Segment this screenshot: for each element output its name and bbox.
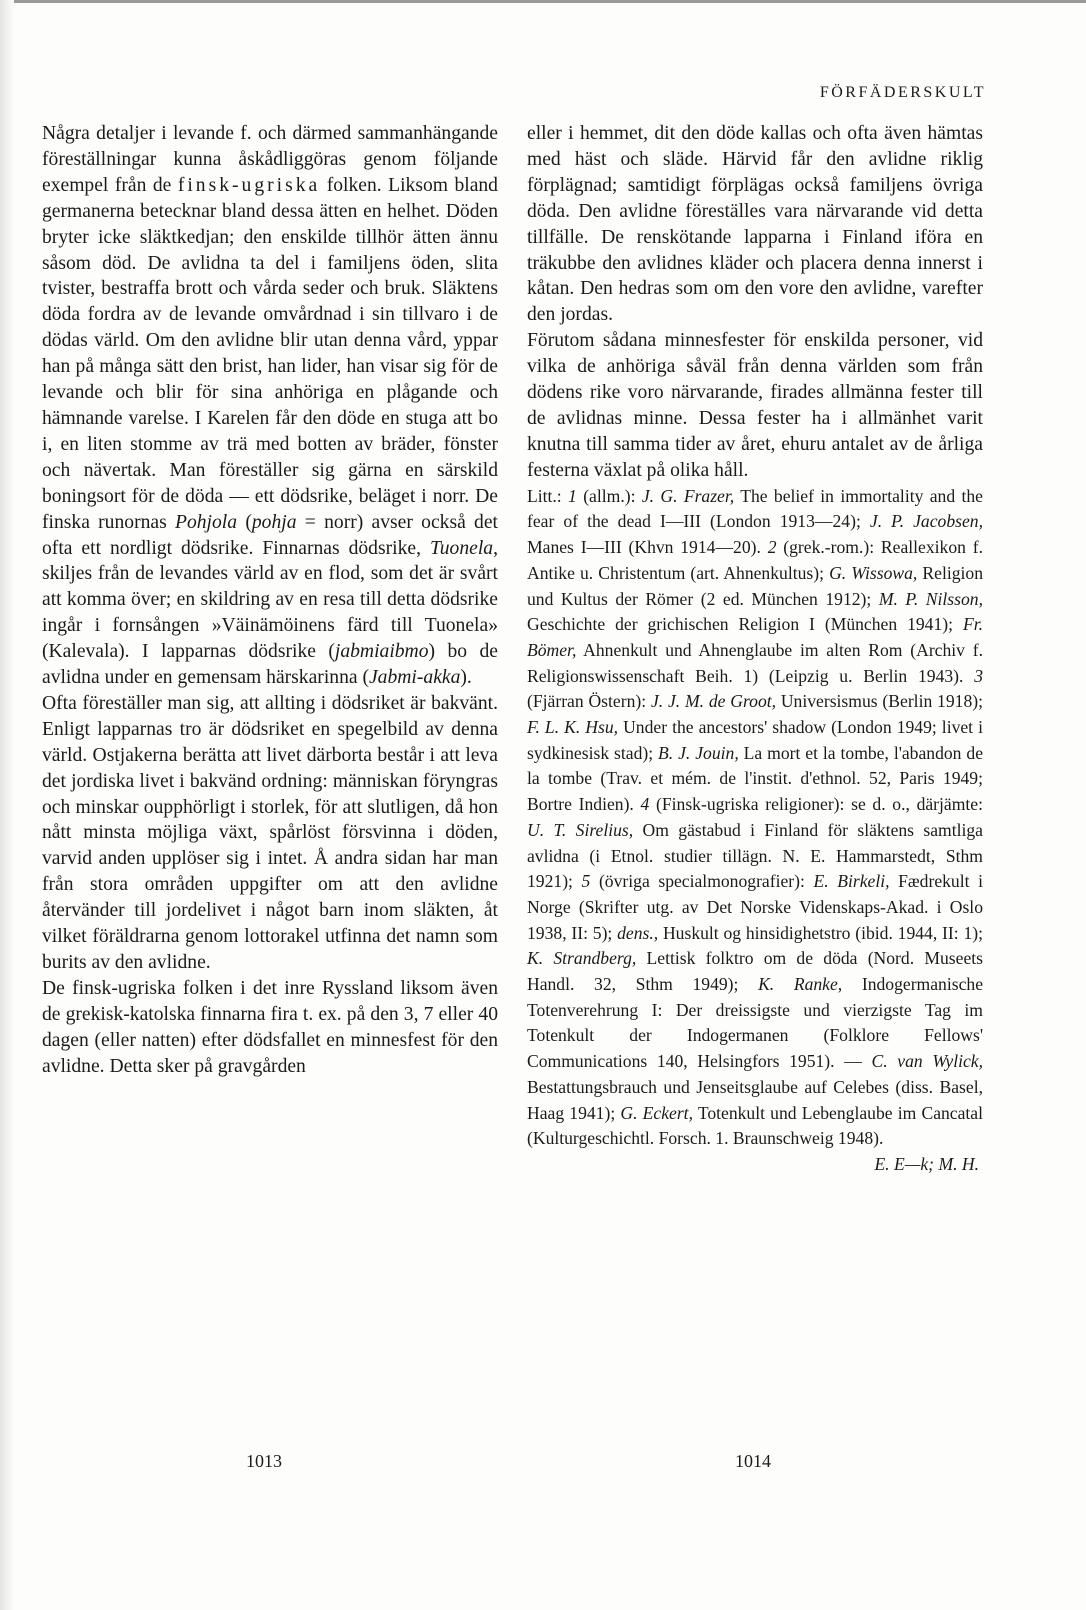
author-signature: E. E—k; M. H. bbox=[874, 1153, 979, 1174]
bibliography: Litt.: 1 (allm.): J. G. Frazer, The belief in immortality and the fear of the dead I—III (London 1913—24); J. P. Jacobsen, Manes I—III (Khvn 1914—20). 2 (grek.-rom.): Reallexikon f. Antike u. Christentum (art. Ahnenkultus); G. Wissowa, Religion und Kultus der Römer (2 ed. München 1912); M. P. Nilsson, Geschichte der grichischen Religion I (München 1941); Fr. Bömer, Ahnenkult und Ahnenglaube im alten Rom (Archiv f. Religionswissenschaft Beih. 1) (Leipzig u. Berlin 1943). 3 (Fjärran Östern): J. J. M. de Groot, Universismus (Berlin 1918); F. L. K. Hsu, Under the ancestors' shadow (London 1949; livet i sydkinesisk stad); B. J. Jouin, La mort et la tombe, l'abandon de la tombe (Trav. et mém. de l'instit. d'ethnol. 52, Paris 1949; Bortre Indien). 4 (Finsk-ugriska religioner): se d. o., därjämte: U. T. Sirelius, Om gästabud i Finland för släktens samtliga avlidna (i Etnol. studier tillägn. N. E. Hammarstedt, Sthm 1921); 5 (övriga specialmonografier): E. Birkeli, Fædrekult i Norge (Skrifter utg. av Det Norske Videnskaps-Akad. i Oslo 1938, II: 5); dens., Huskult og hinsidighetstro (ibid. 1944, II: 1); K. Strandberg, Lettisk folktro om de döda (Nord. Museets Handl. 32, Sthm 1949); K. Ranke, Indogermanische Totenverehrung I: Der dreissigste und vierzigste Tag im Totenkult der Indogermanen (Folklore Fellows' Communications 140, Helsingfors 1951). — C. van Wylick, Bestattungsbrauch und Jenseitsglaube auf Celebes (diss. Basel, Haag 1941); G. Eckert, Totenkult und Lebenglaube im Cancatal (Kulturgeschichtl. Forsch. 1. Braunschweig 1948). bbox=[527, 485, 984, 1149]
page-gutter-shadow bbox=[0, 0, 14, 1610]
paragraph: Förutom sådana minnesfester för enskilda personer, vid vilka de anhöriga såväl från denna världen som från dödens rike voro närvarande, firades allmänna fester till de avlidnas minne. Dessa fester ha i allmänhet varit knutna till samma tider av året, ehuru antalet av de årliga festerna växlat på olika håll. bbox=[527, 330, 983, 481]
running-title: FÖRFÄDERSKULT bbox=[819, 84, 986, 101]
left-column bbox=[42, 121, 498, 1080]
right-column bbox=[527, 121, 983, 1176]
paragraph: eller i hemmet, dit den döde kallas och ofta även hämtas med häst och släde. Härvid får den avlidne riklig förplägnad; samtidigt förplägas också familjens övriga döda. Den avlidne föreställes vara närvarande vid detta tillfälle. De renskötande lapparna i Finland iföra en träkubbe den avlidnes kläder och placera denna innerst i kåtan. Den hedras som om den vore den avlidne, varefter den jordas. bbox=[527, 123, 983, 326]
page-top-edge bbox=[0, 0, 1086, 3]
page-number-right: 1014 bbox=[735, 1451, 771, 1471]
paragraph: Några detaljer i levande f. och därmed sammanhängande föreställningar kunna åskådliggöras genom följande exempel från de finsk-ugriska folken. Liksom bland germanerna betecknar bland dessa ätten en helhet. Döden bryter icke släktkedjan; den enskilde tillhör ätten ännu såsom död. De avlidna ta del i familjens öden, slita tvister, bestraffa brott och vårda seder och bruk. Släktens döda fordra av de levande omvårdnad i sin tillvaro i de dödas värld. Om den avlidne blir utan denna vård, yppar han på många sätt den brist, han lider, han visar sig för de levande och blir för sina anhöriga en plågande och hämnande varelse. I Karelen får den döde en stuga att bo i, en liten stomme av trä med botten av bräder, fönster och nävertak. Man föreställer sig gärna en särskild boningsort för de döda — ett dödsrike, beläget i norr. De finska runornas Pohjola (pohja = norr) avser också det ofta ett nordligt dödsrike. Finnarnas dödsrike, Tuonela, skiljes från de levandes värld av en flod, som det är svårt att komma över; en skildring av en resa till detta dödsrike ingår i fornsången »Väinämöinens färd till Tuonela» (Kalevala). I lapparnas dödsrike (jabmiaibmo) bo de avlidna under en gemensam härskarinna (Jabmi-akka). bbox=[42, 123, 498, 689]
paragraph: De finsk-ugriska folken i det inre Ryssland liksom även de grekisk-katolska finnarna fira t. ex. på den 3, 7 eller 40 dagen (eller natten) efter dödsfallet en minnesfest för den avlidne. Detta sker på gravgården bbox=[42, 977, 498, 1077]
page-number-left: 1013 bbox=[246, 1451, 282, 1471]
paragraph: Ofta föreställer man sig, att allting i dödsriket är bakvänt. Enligt lapparnas tro är dödsriket en spegelbild av denna värld. Ostjakerna berätta att livet därborta består i att leva det jordiska livet i bakvänd ordning: människan föryngras och minskar oupphörligt i storlek, för att slutligen, då hon nått minsta möjliga växt, spårlöst försvinna i döden, varvid anden upplöser sig i intet. Å andra sidan har man från stora områden uppgifter om att den avlidne återvänder till jordelivet i något barn inom släkten, åt vilket föräldrarna genom lottorakel utfinna det namn som burits av den avlidne. bbox=[42, 692, 498, 973]
